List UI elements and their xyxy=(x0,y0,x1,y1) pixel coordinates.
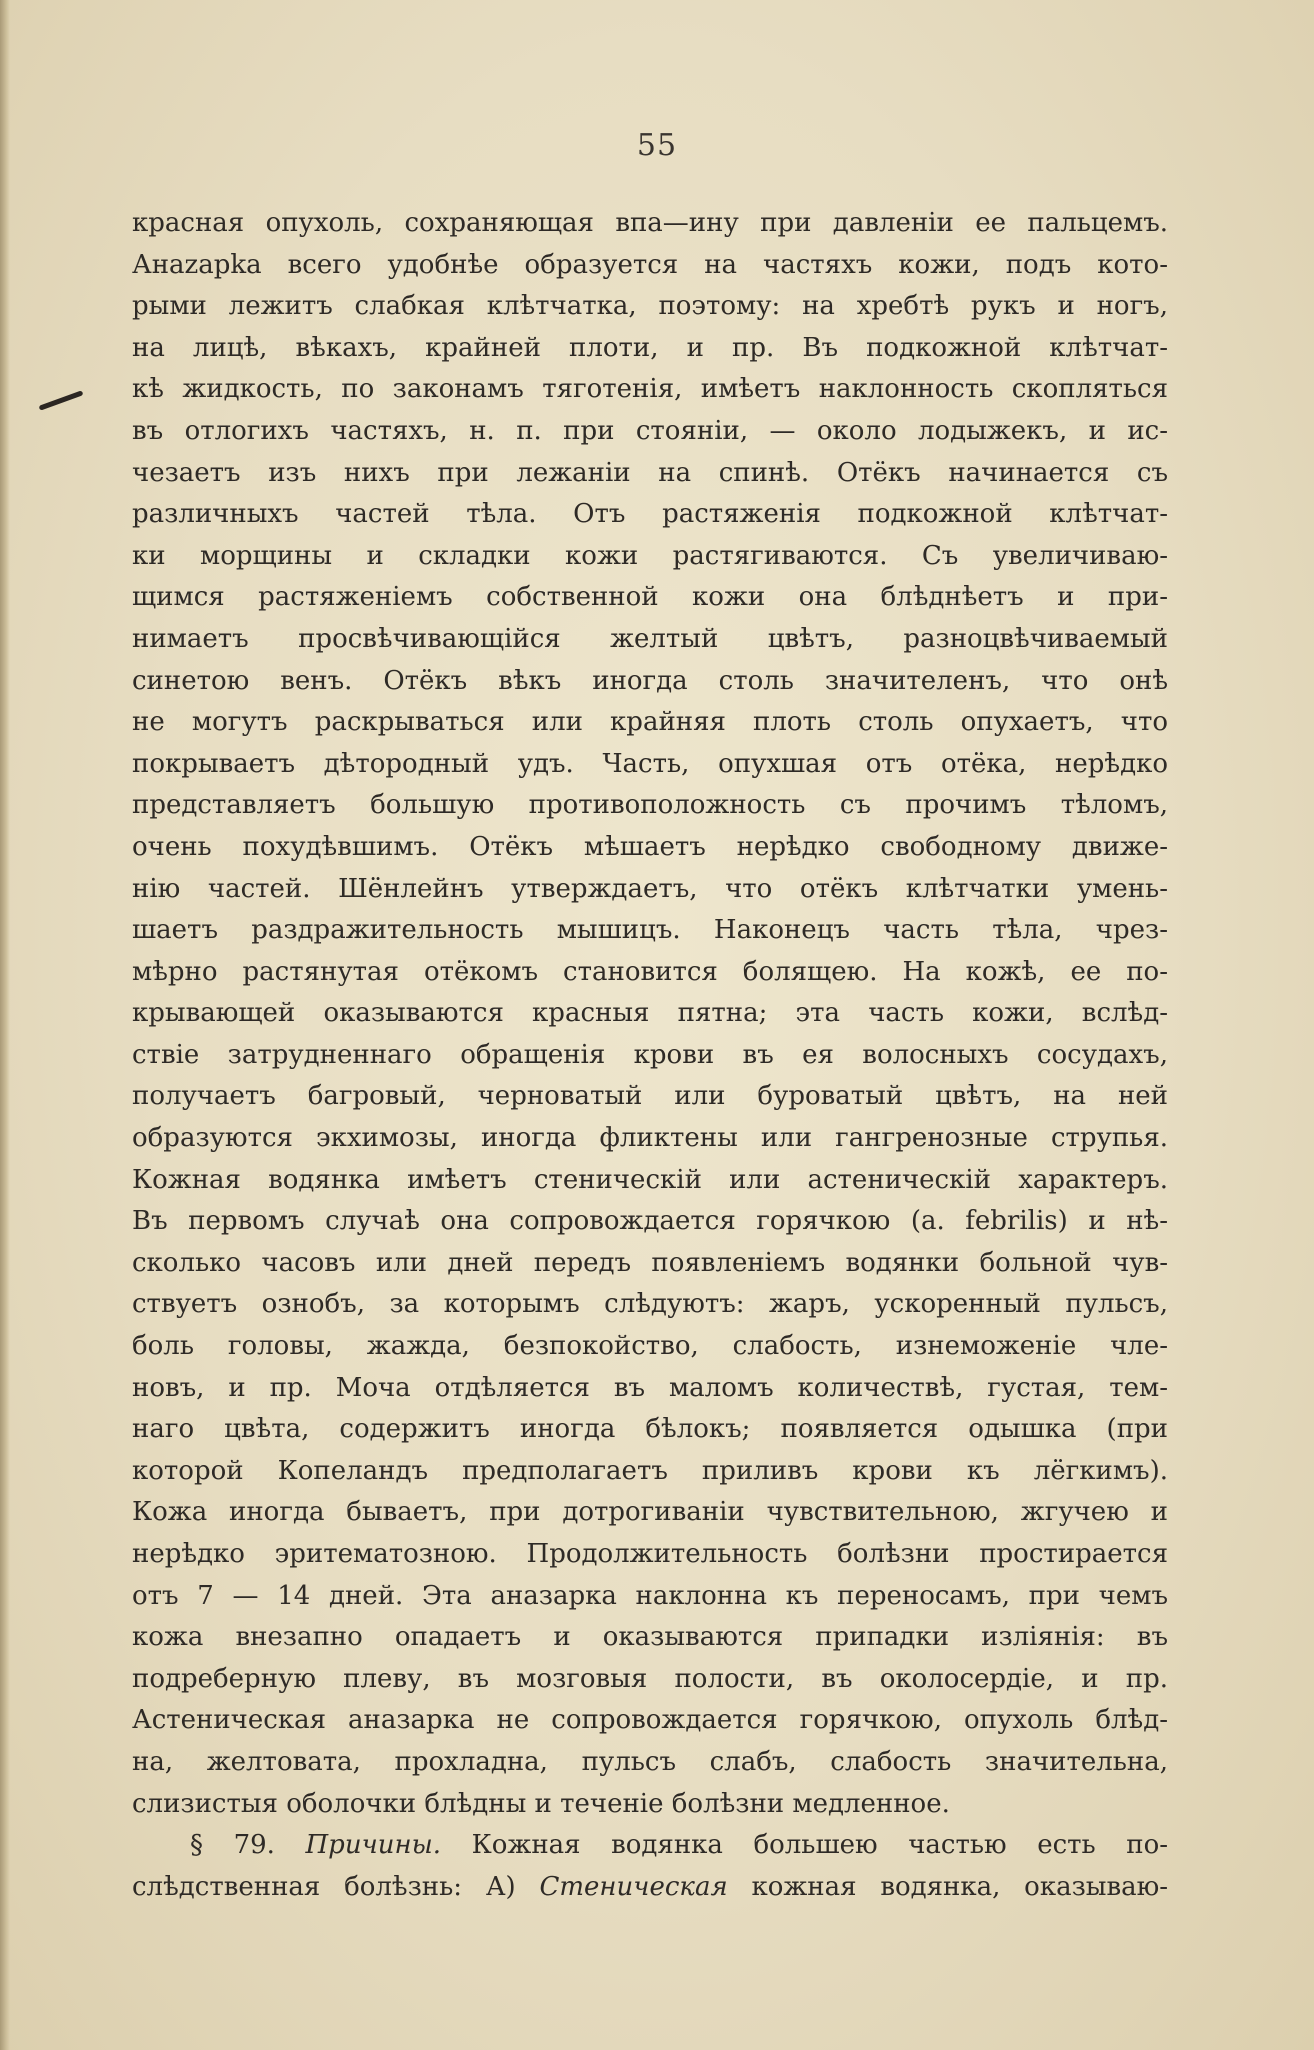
text-line: ствуетъ ознобъ, за которымъ слѣдуютъ: жаръ, ускоренный пульсъ, xyxy=(132,1289,1168,1320)
text-line: на, желтовата, прохладна, пульсъ слабъ, слабость значительна, xyxy=(132,1746,1168,1777)
text-line: чезаетъ изъ нихъ при лежаніи на спинѣ. Отёкъ начинается съ xyxy=(132,457,1168,488)
text-line: сколько часовъ или дней передъ появленіемъ водянки больной чув- xyxy=(132,1247,1168,1278)
text-line: щимся растяженіемъ собственной кожи она блѣднѣетъ и при- xyxy=(132,582,1168,613)
text-line: которой Копеландъ предполагаетъ приливъ крови къ лёгкимъ). xyxy=(132,1455,1168,1486)
text-line: нію частей. Шёнлейнъ утверждаетъ, что отёкъ клѣтчатки умень- xyxy=(132,873,1168,904)
section-number: § 79. xyxy=(190,1830,275,1861)
page-binding-shadow xyxy=(0,0,10,2050)
body-text xyxy=(132,203,1168,1908)
text-line: различныхъ частей тѣла. Отъ растяженія подкожной клѣтчат- xyxy=(132,499,1168,530)
text-line: слизистыя оболочки блѣдны и теченіе болѣзни медленное. xyxy=(132,1788,950,1819)
section-text: Кожная водянка большею частью есть по- xyxy=(471,1830,1169,1861)
section-text: слѣдственная болѣзнь: А) xyxy=(132,1871,516,1902)
text-line: не могутъ раскрываться или крайняя плоть столь опухаетъ, что xyxy=(132,707,1168,738)
text-line: на лицѣ, вѣкахъ, крайней плоти, и пр. Въ подкожной клѣтчат- xyxy=(132,332,1168,363)
text-line: получаетъ багровый, черноватый или буроватый цвѣтъ, на ней xyxy=(132,1081,1168,1112)
emphasized-term: Стеническая xyxy=(539,1871,728,1902)
text-line: нерѣдко эритематозною. Продолжительность болѣзни простирается xyxy=(132,1539,1168,1569)
text-line: нимаетъ просвѣчивающійся желтый цвѣтъ, разноцвѣчиваемый xyxy=(132,623,1168,654)
text-line: крывающей оказываются красныя пятна; эта часть кожи, вслѣд- xyxy=(132,998,1168,1029)
text-line: подреберную плеву, въ мозговыя полости, въ околосердіе, и пр. xyxy=(132,1663,1168,1694)
text-line: ки морщины и складки кожи растягиваются. Съ увеличиваю- xyxy=(132,540,1168,571)
text-line xyxy=(132,1867,1168,1909)
text-line: въ отлогихъ частяхъ, н. п. при стояніи, — около лодыжекъ, и ис- xyxy=(132,415,1168,446)
section-heading: Причины. xyxy=(305,1830,442,1861)
text-line: Анazapka всего удобнѣе образуется на частяхъ кожи, подъ кото- xyxy=(132,249,1168,280)
text-line: рыми лежитъ слабкая клѣтчатка, поэтому: на хребтѣ рукъ и ногъ, xyxy=(132,291,1168,322)
text-line: мѣрно растянутая отёкомъ становится болящею. На кожѣ, ее по- xyxy=(132,956,1168,987)
section-paragraph-line xyxy=(132,1825,1168,1867)
text-line: представляетъ большую противоположность съ прочимъ тѣломъ, xyxy=(132,790,1168,821)
page-number: 55 xyxy=(636,128,678,163)
text-line: боль головы, жажда, безпокойство, слабость, изнеможеніе чле- xyxy=(132,1331,1168,1362)
text-line: Кожа иногда бываетъ, при дотрогиваніи чувствительною, жгучею и xyxy=(132,1497,1168,1528)
text-line: отъ 7 — 14 дней. Эта аназарка наклонна къ переносамъ, при чемъ xyxy=(132,1580,1168,1611)
margin-pencil-mark xyxy=(39,390,84,410)
text-line: покрываетъ дѣтородный удъ. Часть, опухшая отъ отёка, нерѣдко xyxy=(132,748,1168,779)
text-line: очень похудѣвшимъ. Отёкъ мѣшаетъ нерѣдко свободному движе- xyxy=(132,831,1168,862)
section-text: кожная водянка, оказываю- xyxy=(751,1871,1169,1902)
text-line: красная опухоль, сохраняющая впа—ину при давленіи ее пальцемъ. xyxy=(132,208,1168,238)
text-line: ствіе затрудненнаго обращенія крови въ ея волосныхъ сосудахъ, xyxy=(132,1039,1168,1070)
text-line: Кожная водянка имѣетъ стеническій или астеническій характеръ. xyxy=(132,1164,1168,1195)
text-line: Въ первомъ случаѣ она сопровождается горячкою (а. febrilis) и нѣ- xyxy=(132,1206,1168,1237)
text-line: новъ, и пр. Моча отдѣляется въ маломъ количествѣ, густая, тем- xyxy=(132,1372,1168,1403)
text-line: наго цвѣта, содержитъ иногда бѣлокъ; появляется одышка (при xyxy=(132,1414,1168,1445)
text-line: шаетъ раздражительность мышицъ. Наконецъ часть тѣла, чрез- xyxy=(132,915,1168,946)
text-line: кожа внезапно опадаетъ и оказываются припадки изліянія: въ xyxy=(132,1622,1168,1653)
text-line: Астеническая аназарка не сопровождается горячкою, опухоль блѣд- xyxy=(132,1705,1168,1736)
text-line: синетою венъ. Отёкъ вѣкъ иногда столь значителенъ, что онѣ xyxy=(132,665,1168,696)
text-line: образуются экхимозы, иногда фликтены или гангренозные струпья. xyxy=(132,1123,1168,1154)
text-line: кѣ жидкость, по законамъ тяготенія, имѣетъ наклонность скопляться xyxy=(132,374,1168,405)
